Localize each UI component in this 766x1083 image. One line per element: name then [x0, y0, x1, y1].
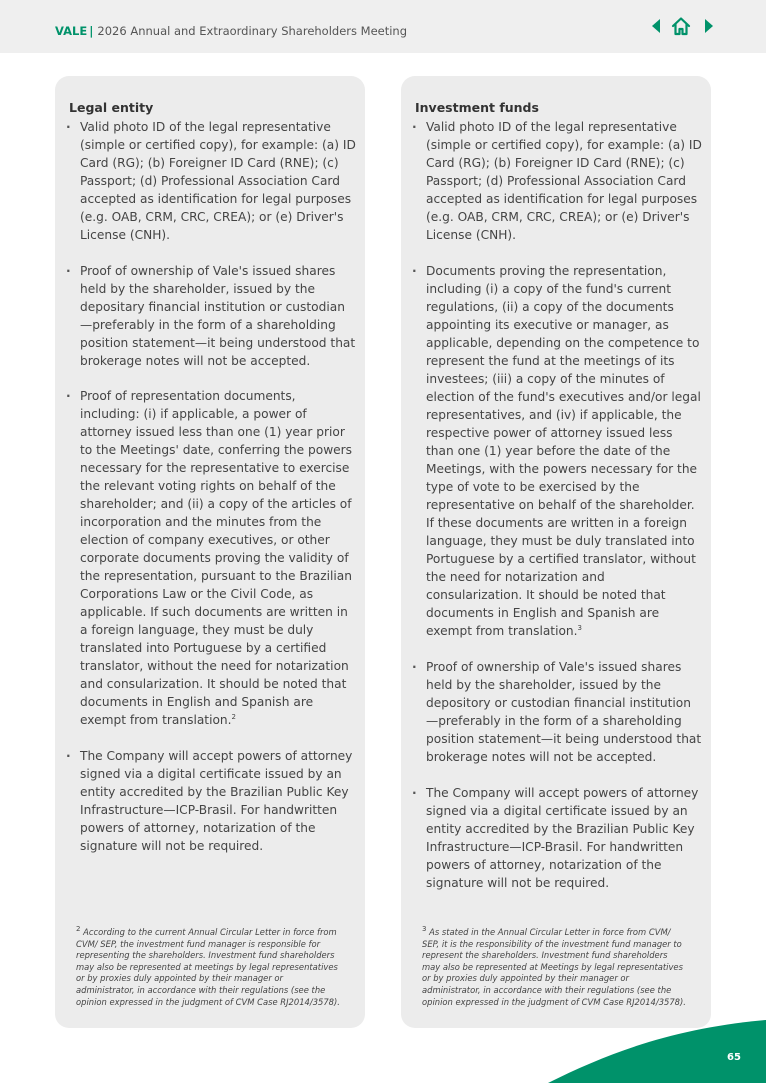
brand-separator: | — [89, 24, 94, 38]
list-item: · Documents proving the representation, including (i) a copy of the fund's current regulations, (ii) a copy of the documents appointing its executive or manager, as applicable, depending on the competence to represent the fund at the meetings of its investees; (iii) a copy of the minutes of election of the fund's executives and/or legal representatives, and (iv) if applicable, the respective power of attorney issued less than one (1) year before the date of the Meetings, with the powers necessary for the type of vote to be exercised by the representative on behalf of the shareholder. If these documents are written in a foreign language, they must be duly translated into Portuguese by a certified translator, without the need for notarization and consularization. It should be noted that documents in English and Spanish are exempt from translation.$^3$ — [412, 262, 702, 640]
list-item: · Proof of ownership of Vale's issued shares held by the shareholder, issued by the depositary financial institution or custodian—preferably in the form of a shareholding position statement—it being understood that brokerage notes will not be accepted. — [66, 262, 356, 370]
meeting-title: 2026 Annual and Extraordinary Shareholders Meeting — [97, 24, 408, 38]
footnote-reference: 3 — [577, 623, 582, 632]
list-item: · Valid photo ID of the legal representative (simple or certified copy), for example: (a) ID Card (RG); (b) Foreigner ID Card (RNE); (c) Passport; (d) Professional Association Card accepted as identification for legal purposes (e.g. OAB, CRM, CRC, CREA); or (e) Driver's License (CNH). — [66, 118, 356, 244]
page-number: 65 — [727, 1052, 741, 1063]
footnote: $^2$ According to the current Annual Circular Letter in force from CVM/ SEP, the investment fund manager is responsible for representing the shareholders. Investment fund shareholders may also be represented at meetings by legal representatives or by proxies duly appointed by their manager or administrator, in accordance with their regulations (see the opinion expressed in the judgment of CVM Case RJ2014/3578). — [76, 925, 340, 1007]
list-item: · Valid photo ID of the legal representative (simple or certified copy), for example: (a) ID Card (RG); (b) Foreigner ID Card (RNE); (c) Passport; (d) Professional Association Card accepted as identification for legal purposes (e.g. OAB, CRM, CRC, CREA); or (e) Driver's License (CNH). — [412, 118, 702, 244]
list-item: · The Company will accept powers of attorney signed via a digital certificate issued by an entity accredited by the Brazilian Public Key Infrastructure—ICP-Brasil. For handwritten powers of attorney, notarization of the signature will not be required. — [66, 747, 356, 855]
footnote: $^3$ As stated in the Annual Circular Letter in force from CVM/ SEP, it is the responsibility of the investment fund manager to represent the shareholders. Investment fund shareholders may also be represented at Meetings by legal representatives or by proxies duly appointed by their manager or administrator, in accordance with their regulations (see the opinion expressed in the judgment of CVM Case RJ2014/3578). — [422, 925, 686, 1007]
list-item: · Proof of representation documents, including: (i) if applicable, a power of attorney issued less than one (1) year prior to the Meetings' date, conferring the powers necessary for the representative to exercise the relevant voting rights on behalf of the shareholder; and (ii) a copy of the articles of incorporation and the minutes from the election of company executives, or other corporate documents proving the validity of the representation, pursuant to the Brazilian Corporations Law or the Civil Code, as applicable. If such documents are written in a foreign language, they must be duly translated into Portuguese by a certified translator, without the need for notarization and consularization. It should be noted that documents in English and Spanish are exempt from translation.$^2$ — [66, 387, 356, 729]
footnote-mark: 3 — [422, 925, 427, 934]
investment-funds-heading: Investment funds — [415, 100, 539, 115]
legal-entity-heading: Legal entity — [69, 100, 154, 115]
footnote-reference: 2 — [231, 712, 236, 721]
list-item: · The Company will accept powers of attorney signed via a digital certificate issued by an entity accredited by the Brazilian Public Key Infrastructure—ICP-Brasil. For handwritten powers of attorney, notarization of the signature will not be required. — [412, 784, 702, 892]
brand-name: VALE — [55, 24, 88, 38]
list-item: · Proof of ownership of Vale's issued shares held by the shareholder, issued by the depository or custodian financial institution—preferably in the form of a shareholding position statement—it being understood that brokerage notes will not be accepted. — [412, 658, 702, 766]
footnote-mark: 2 — [76, 925, 81, 934]
